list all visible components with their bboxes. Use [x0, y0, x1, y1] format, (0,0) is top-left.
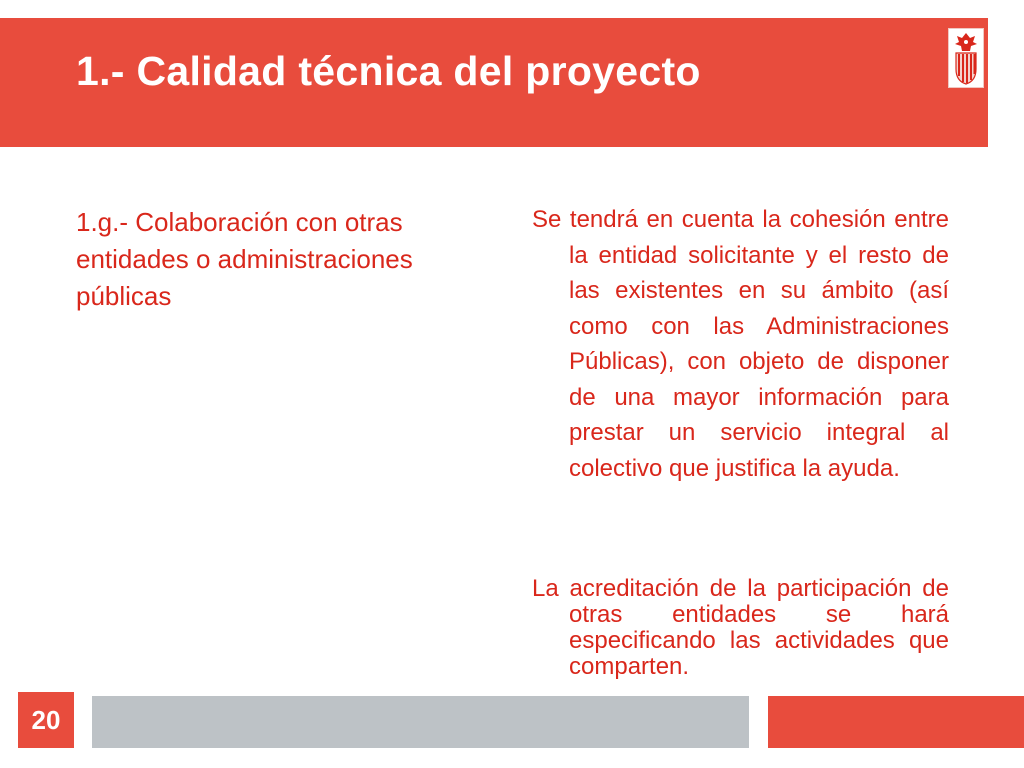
body-paragraph-cohesion: Se tendrá en cuenta la cohesión entre la entidad solicitante y el resto de las existentes en su ámbito (así como con las Administraciones Públicas), con objeto de disponer de una mayor información para prestar un servicio integral al colectivo que justifica la ayuda. [532, 206, 949, 482]
footer-red-bar [768, 696, 1024, 748]
footer-gray-bar [92, 696, 749, 748]
section-heading: 1.g.- Colaboración con otras entidades o administraciones públicas [76, 207, 413, 311]
coat-of-arms-icon [948, 28, 984, 88]
slide-title: 1.- Calidad técnica del proyecto [76, 48, 701, 94]
page-number: 20 [31, 704, 61, 735]
page-number-badge [18, 692, 74, 748]
body-paragraph-accreditation: La acreditación de la participación de otras entidades se hará especificando las actividades que comparten. [532, 575, 949, 680]
